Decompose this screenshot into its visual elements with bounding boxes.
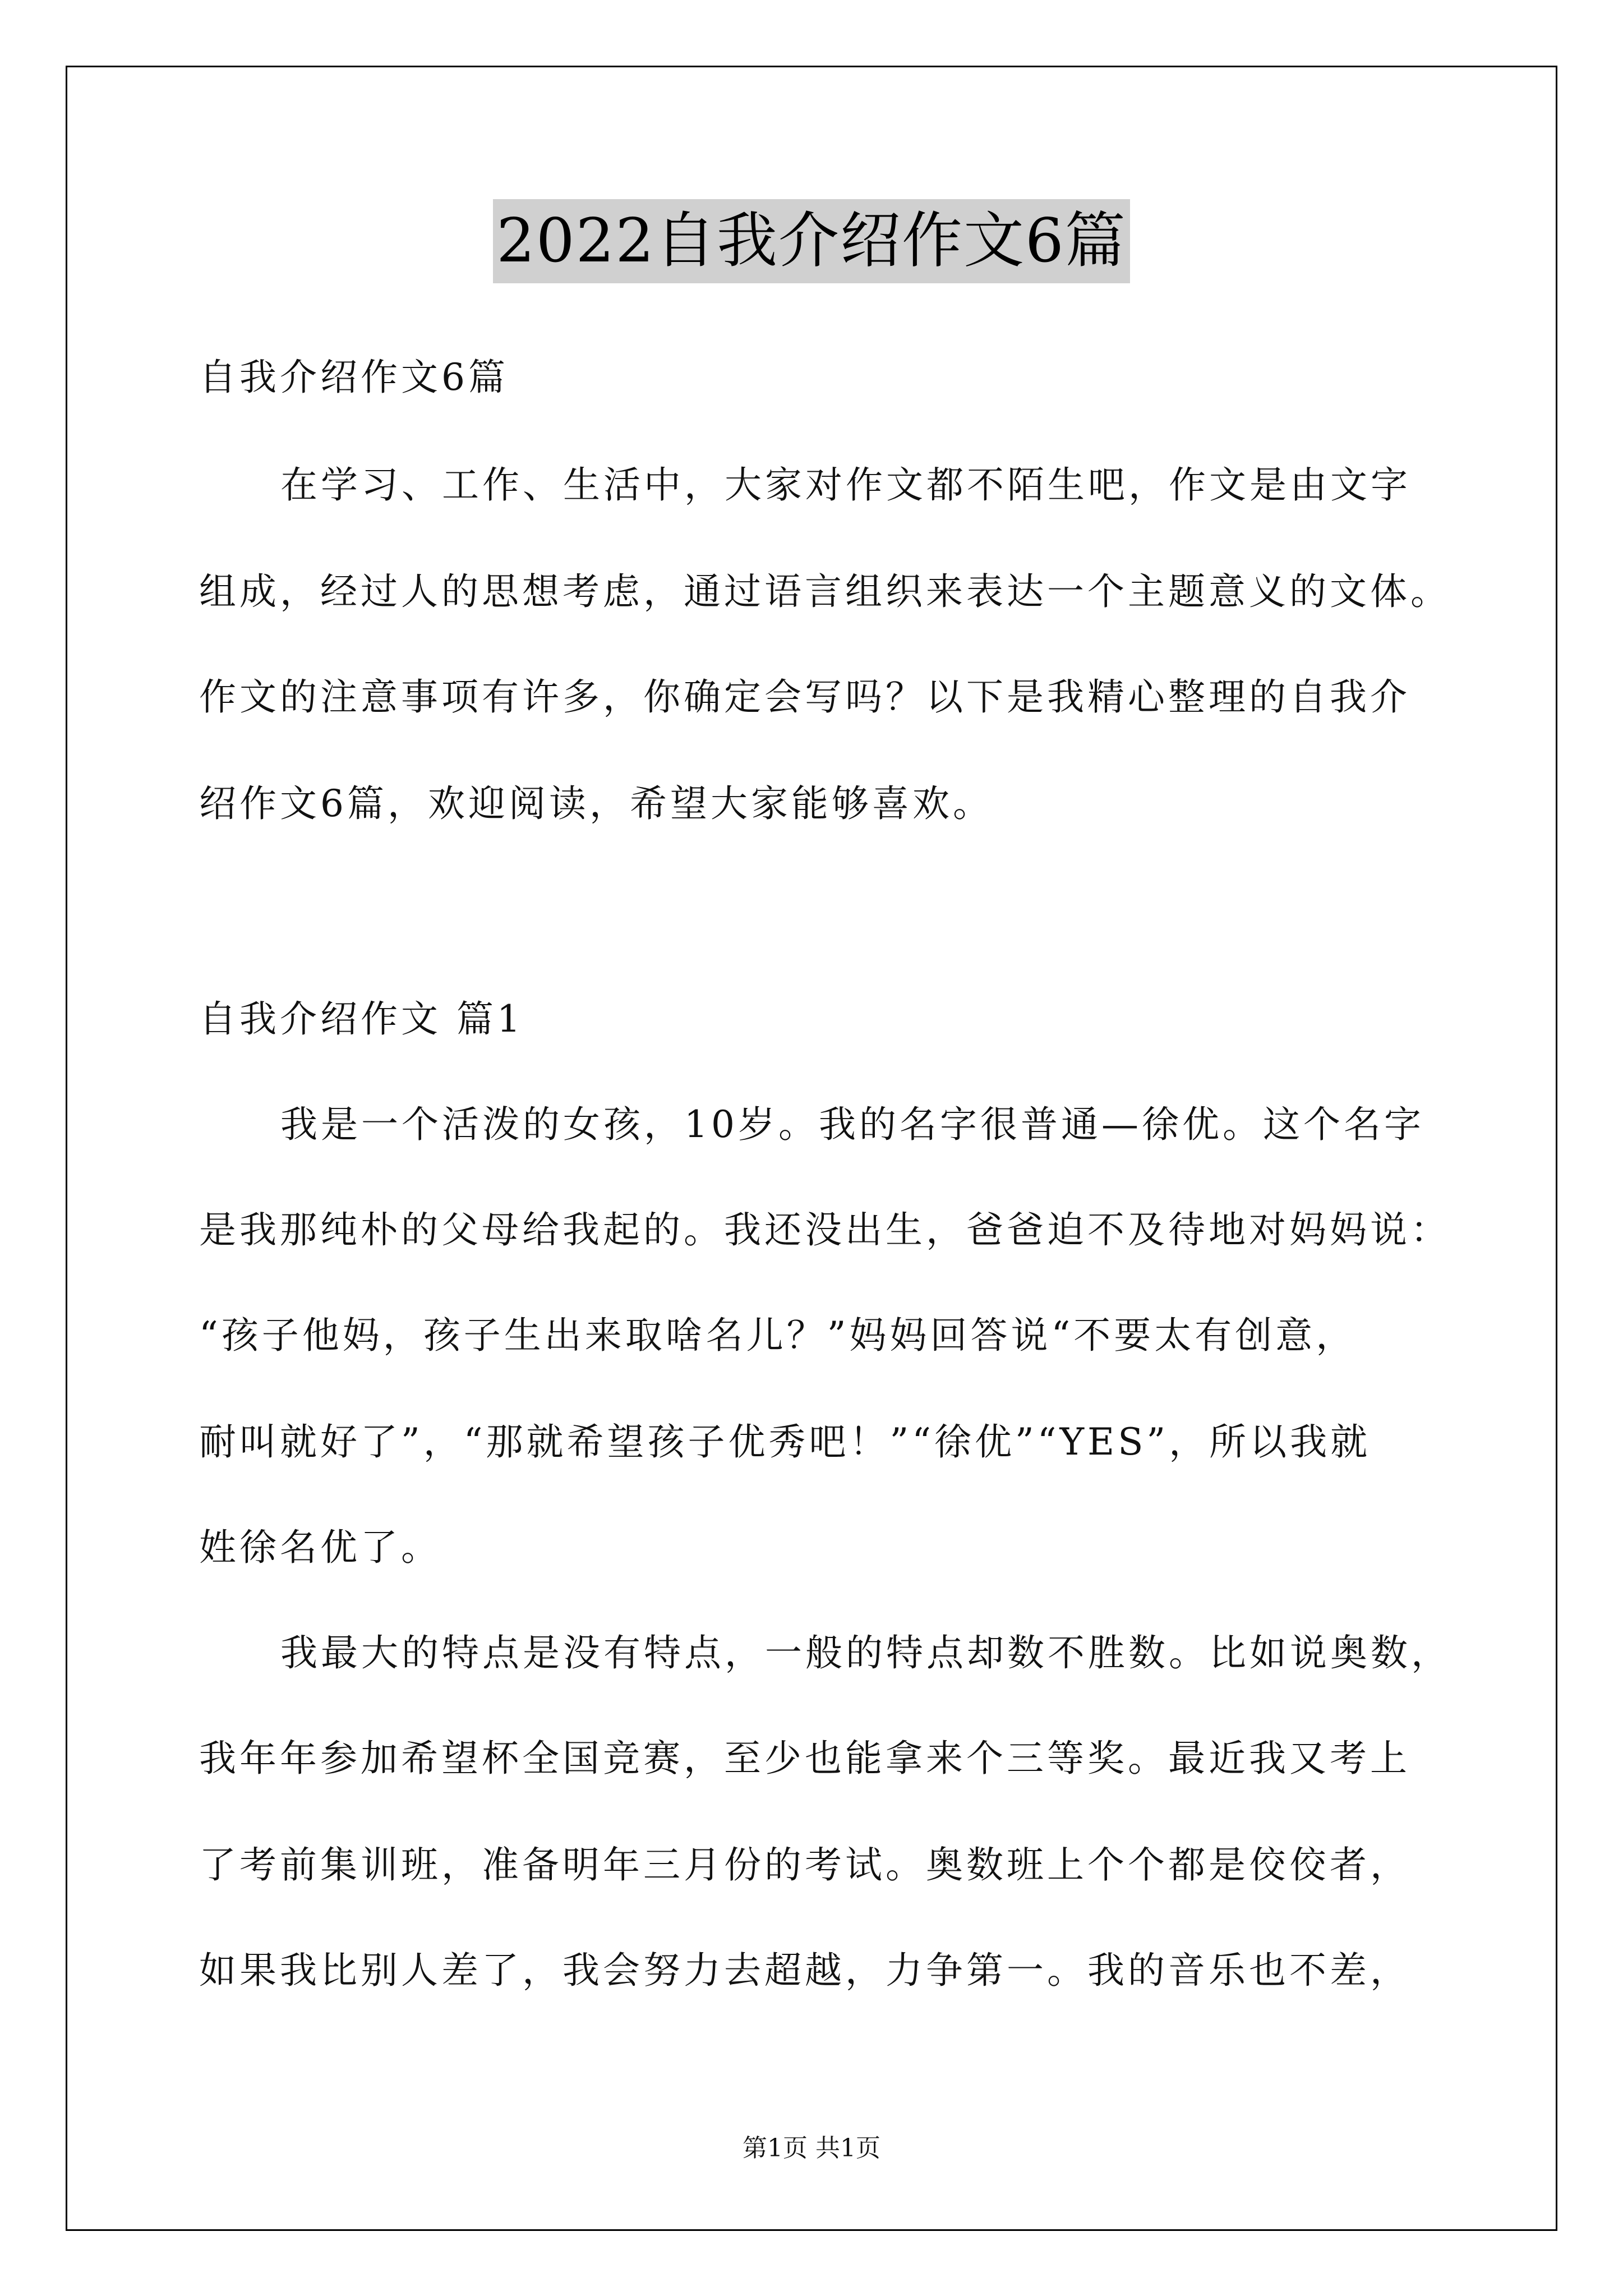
section-1-para-1-line-2: 是我那纯朴的父母给我起的。我还没出生，爸爸迫不及待地对妈妈说：	[199, 1208, 1451, 1251]
section-1-para-2-line-2: 我年年参加希望杯全国竞赛，至少也能拿来个三等奖。最近我又考上	[199, 1737, 1410, 1780]
section-1-para-2-line-4: 如果我比别人差了，我会努力去超越，力争第一。我的音乐也不差，	[199, 1949, 1410, 1992]
section-1-para-1-line-3: “孩子他妈，孩子生出来取啥名儿？”妈妈回答说“不要太有创意，	[199, 1314, 1357, 1357]
document-title: 2022自我介绍作文6篇	[493, 199, 1130, 283]
section-1-para-1-line-4: 耐叫就好了”，“那就希望孩子优秀吧！”“徐优”“YES”，所以我就	[199, 1420, 1371, 1464]
intro-line-3: 作文的注意事项有许多，你确定会写吗？以下是我精心整理的自我介	[199, 675, 1410, 719]
section-1-heading: 自我介绍作文 篇1	[199, 997, 524, 1041]
subtitle: 自我介绍作文6篇	[199, 356, 509, 399]
page-footer: 第1页 共1页	[743, 2134, 880, 2162]
section-1-para-2-line-1: 我最大的特点是没有特点，一般的特点却数不胜数。比如说奥数，	[280, 1631, 1451, 1674]
section-1-para-1-line-1: 我是一个活泼的女孩，10岁。我的名字很普通—徐优。这个名字	[280, 1103, 1424, 1146]
intro-line-4: 绍作文6篇，欢迎阅读，希望大家能够喜欢。	[199, 782, 993, 825]
section-1-para-1-line-5: 姓徐名优了。	[199, 1526, 441, 1569]
title-container	[0, 199, 1623, 283]
section-1-para-2-line-3: 了考前集训班，准备明年三月份的考试。奥数班上个个都是佼佼者，	[199, 1843, 1410, 1887]
intro-line-2: 组成，经过人的思想考虑，通过语言组织来表达一个主题意义的文体。	[199, 570, 1451, 613]
intro-line-1: 在学习、工作、生活中，大家对作文都不陌生吧，作文是由文字	[280, 463, 1411, 507]
